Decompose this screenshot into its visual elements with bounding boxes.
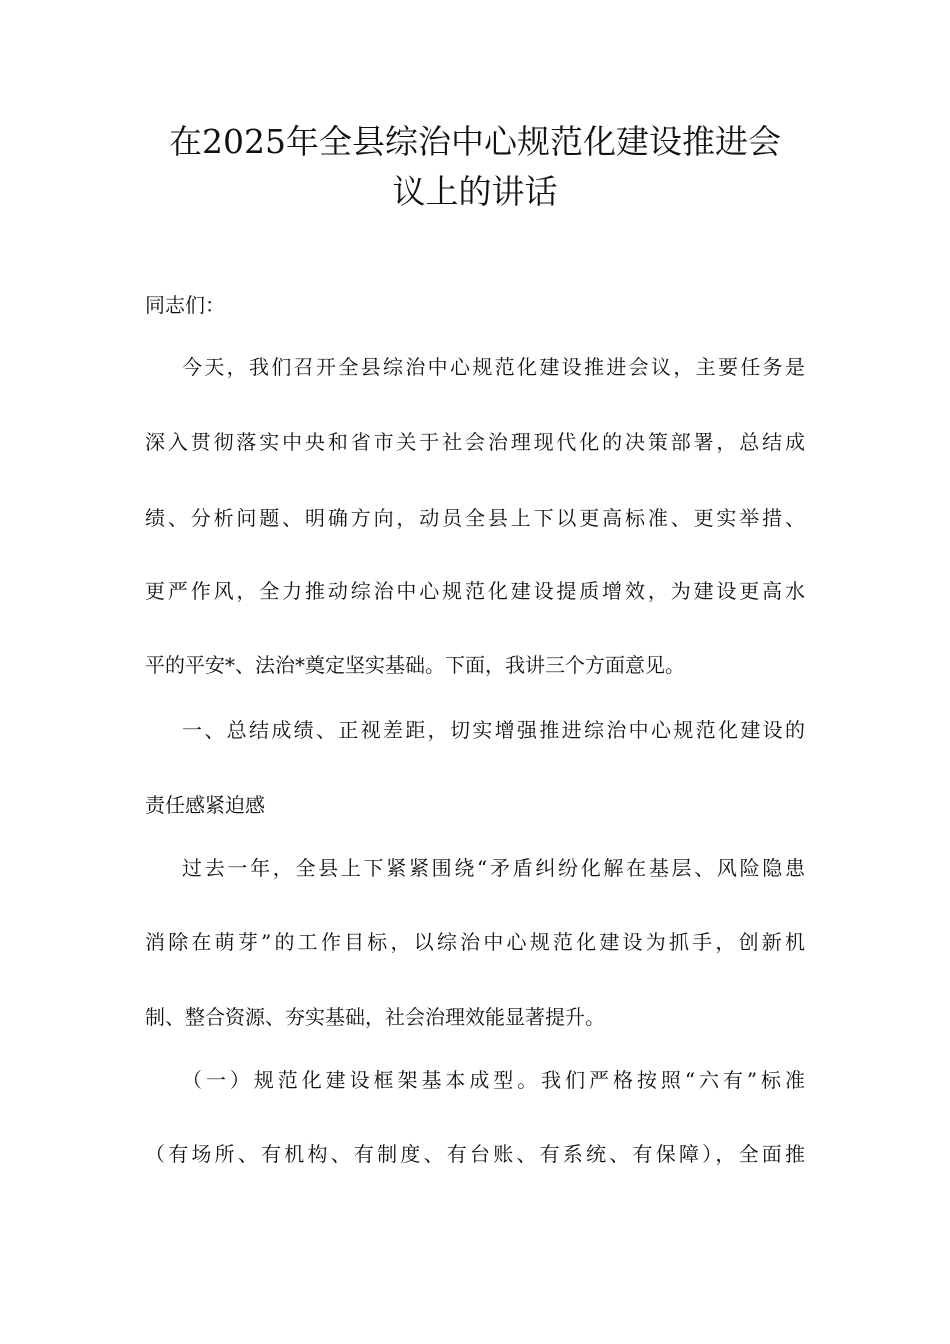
paragraph-2-line: 制、整合资源、夯实基础，社会治理效能显著提升。 xyxy=(145,1005,605,1029)
document-title-line-2: 议上的讲话 xyxy=(392,172,558,211)
document-title-line-1: 在2025年全县综治中心规范化建设推进会 xyxy=(169,122,781,161)
section-heading-1-line: 责任感紧迫感 xyxy=(145,793,265,817)
paragraph-1-line: 更严作风，全力推动综治中心规范化建设提质增效，为建设更高水 xyxy=(145,579,805,603)
paragraph-1-line: 深入贯彻落实中央和省市关于社会治理现代化的决策部署，总结成 xyxy=(145,430,805,454)
paragraph-3-line: （有场所、有机构、有制度、有台账、有系统、有保障），全面推 xyxy=(145,1142,805,1166)
paragraph-3-line: （一）规范化建设框架基本成型。我们严格按照“六有”标准 xyxy=(182,1068,805,1092)
section-heading-1-line: 一、总结成绩、正视差距，切实增强推进综治中心规范化建设的 xyxy=(182,718,805,742)
paragraph-1-line: 绩、分析问题、明确方向，动员全县上下以更高标准、更实举措、 xyxy=(145,506,805,530)
paragraph-2-line: 过去一年，全县上下紧紧围绕“矛盾纠纷化解在基层、风险隐患 xyxy=(182,856,805,880)
salutation: 同志们： xyxy=(145,293,225,317)
paragraph-1-line: 平的平安*、法治*奠定坚实基础。下面，我讲三个方面意见。 xyxy=(145,653,685,677)
paragraph-1-line: 今天，我们召开全县综治中心规范化建设推进会议，主要任务是 xyxy=(182,355,805,379)
paragraph-2-line: 消除在萌芽”的工作目标，以综治中心规范化建设为抓手，创新机 xyxy=(145,930,805,954)
